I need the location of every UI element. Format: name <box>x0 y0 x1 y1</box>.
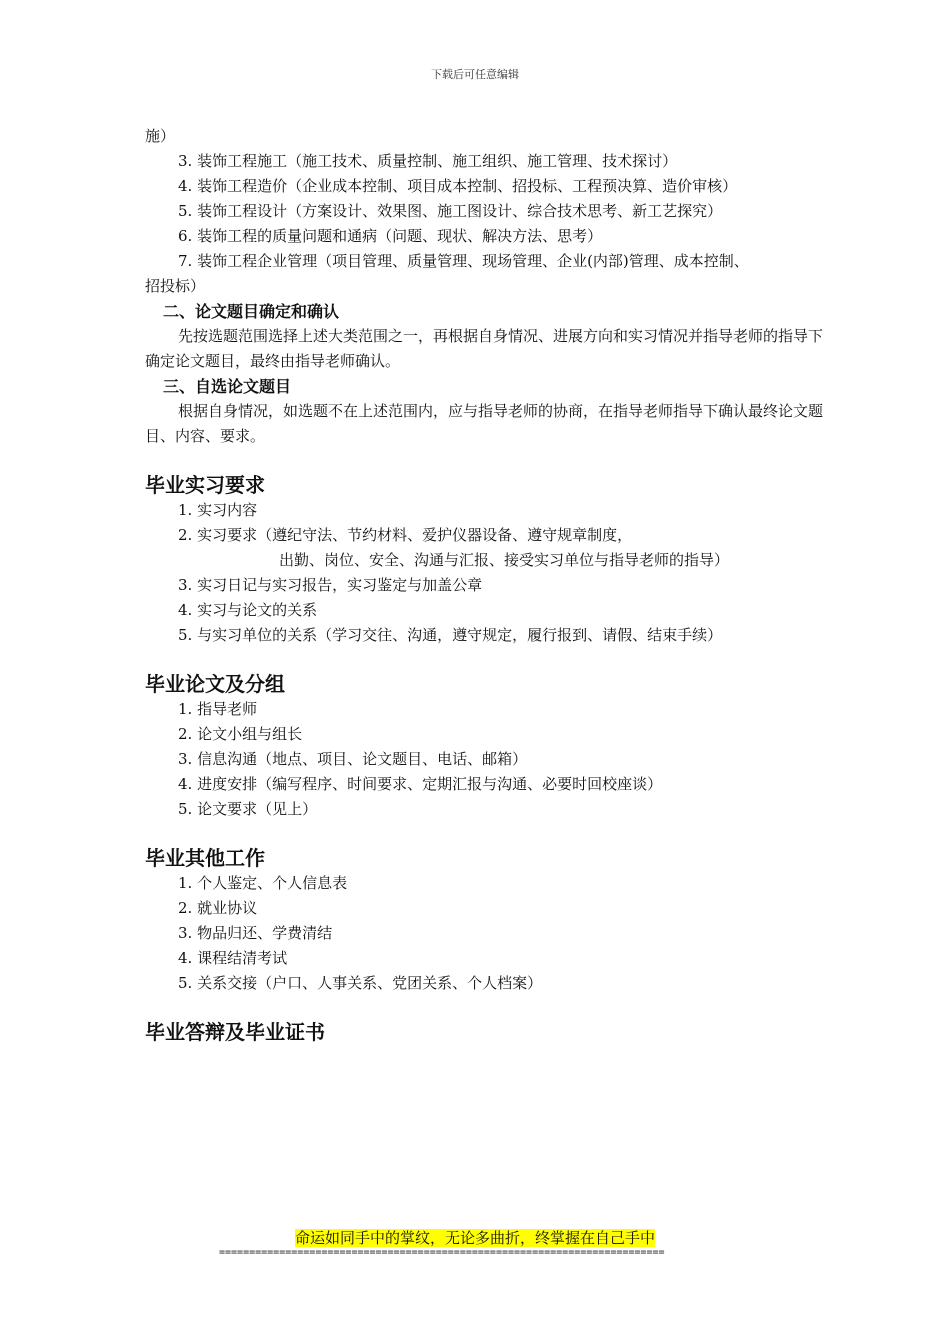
list-item: 4. 课程结清考试 <box>178 949 288 967</box>
list-item: 2. 实习要求（遵纪守法、节约材料、爱护仪器设备、遵守规章制度， <box>178 526 633 544</box>
list-item: 2. 就业协议 <box>178 899 258 917</box>
list-item: 1. 指导老师 <box>178 700 258 718</box>
topic-item: 4. 装饰工程造价（企业成本控制、项目成本控制、招投标、工程预决算、造价审核） <box>178 177 738 195</box>
section-title-other-work: 毕业其他工作 <box>145 846 265 870</box>
list-item: 2. 论文小组与组长 <box>178 725 303 743</box>
list-item: 3. 物品归还、学费清结 <box>178 924 333 942</box>
section-title-internship: 毕业实习要求 <box>145 473 265 497</box>
page-header: 下载后可任意编辑 <box>431 68 519 81</box>
topic-item-wrap: 招投标） <box>145 277 206 295</box>
list-item: 3. 实习日记与实习报告，实习鉴定与加盖公章 <box>178 576 483 594</box>
subsection-heading: 三、自选论文题目 <box>163 377 292 396</box>
topic-item: 5. 装饰工程设计（方案设计、效果图、施工图设计、综合技术思考、新工艺探究） <box>178 202 723 220</box>
document-body <box>145 124 825 1045</box>
list-item: 4. 实习与论文的关系 <box>178 601 318 619</box>
list-item: 4. 进度安排（编写程序、时间要求、定期汇报与沟通、必要时回校座谈） <box>178 775 663 793</box>
section-title-defense: 毕业答辩及毕业证书 <box>145 1020 325 1044</box>
subsection-paragraph: 先按选题范围选择上述大类范围之一，再根据自身情况、进展方向和实习情况并指导老师的指导下确定论文题目，最终由指导老师确认。 <box>145 327 824 370</box>
list-item: 3. 信息沟通（地点、项目、论文题目、电话、邮箱） <box>178 750 528 768</box>
topic-item: 7. 装饰工程企业管理（项目管理、质量管理、现场管理、企业(内部)管理、成本控制、 <box>178 252 749 270</box>
subsection-heading: 二、论文题目确定和确认 <box>163 302 340 321</box>
topic-item: 6. 装饰工程的质量问题和通病（问题、现状、解决方法、思考） <box>178 227 603 245</box>
topic-item: 3. 装饰工程施工（施工技术、质量控制、施工组织、施工管理、技术探讨） <box>178 152 678 170</box>
list-item: 1. 个人鉴定、个人信息表 <box>178 874 348 892</box>
list-item: 5. 论文要求（见上） <box>178 800 318 818</box>
footer-motto <box>0 1228 950 1248</box>
list-item: 5. 与实习单位的关系（学习交往、沟通，遵守规定，履行报到、请假、结束手续） <box>178 626 723 644</box>
list-item: 5. 关系交接（户口、人事关系、党团关系、个人档案） <box>178 974 543 992</box>
list-item: 1. 实习内容 <box>178 501 258 519</box>
footer-motto-text: 命运如同手中的掌纹，无论多曲折，终掌握在自己手中 <box>294 1229 655 1247</box>
subsection-paragraph: 根据自身情况，如选题不在上述范围内，应与指导老师的协商，在指导老师指导下确认最终论文题目、内容、要求。 <box>145 402 824 445</box>
topic-lead-fragment: 施） <box>145 127 176 145</box>
footer-rule: ========================================================================== <box>219 1247 665 1258</box>
list-item-continuation: 出勤、岗位、安全、沟通与汇报、接受实习单位与指导老师的指导） <box>279 551 730 569</box>
section-title-thesis-groups: 毕业论文及分组 <box>145 672 285 696</box>
